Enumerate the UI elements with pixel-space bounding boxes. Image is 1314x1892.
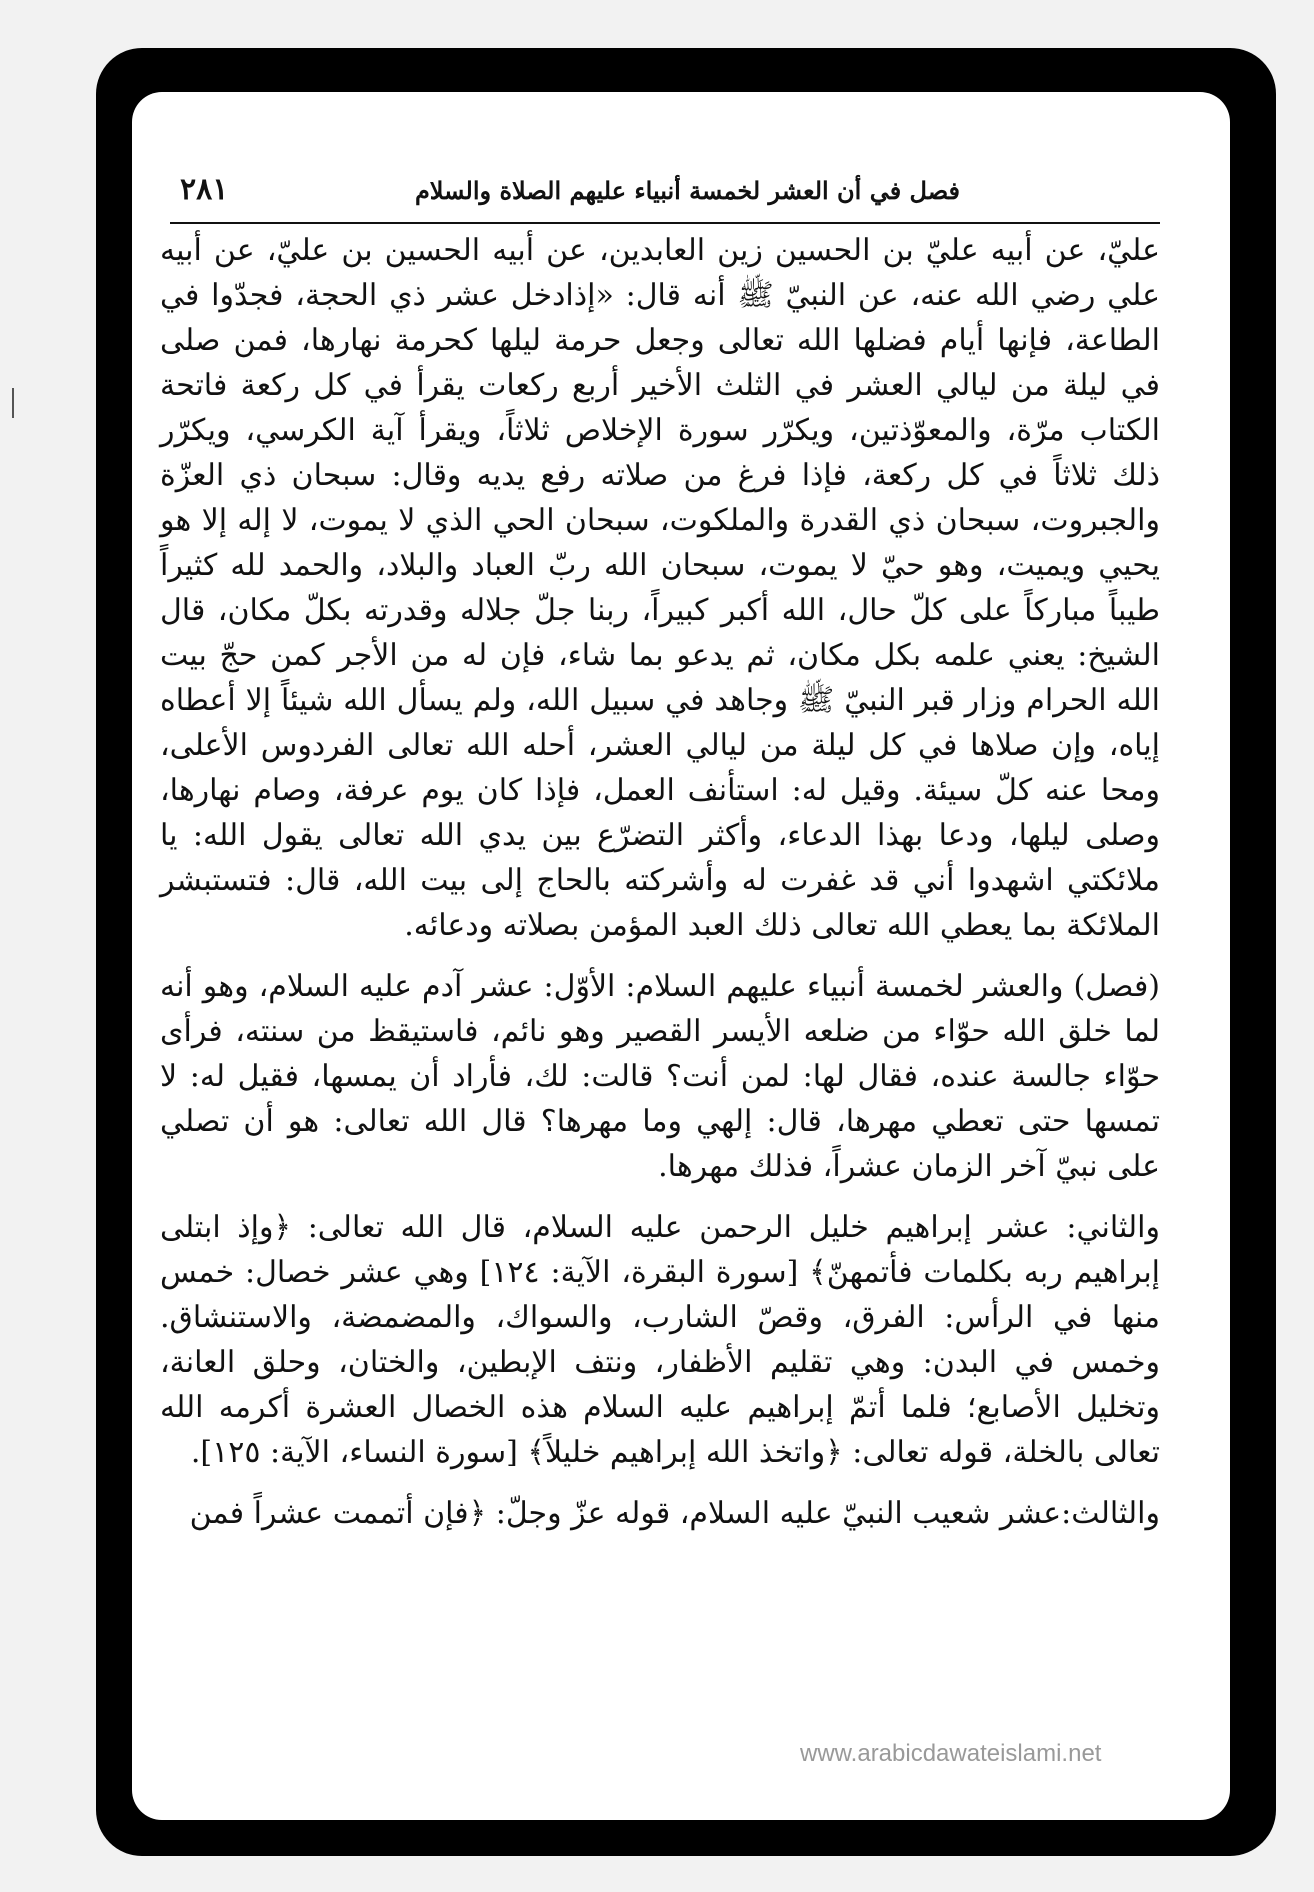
paragraph-4: والثالث:عشر شعيب النبيّ عليه السلام، قوله عزّ وجلّ: ﴿فإن أتممت عشراً فمن [189,1496,1160,1531]
paragraph-3: والثاني: عشر إبراهيم خليل الرحمن عليه السلام، قال الله تعالى: ﴿وإذ ابتلى إبراهيم ربه بكلمات فأتمهنّ﴾ [سورة البقرة، الآية: ١٢٤] وهي عشر خصال: خمس منها في الرأس: الفرق، وقصّ الشارب، والسواك، والمضمضة، والاستنشاق. وخمس في البدن: وهي تقليم الأظفار، ونتف الإبطين، والختان، وحلق العانة، وتخليل الأصابع؛ فلما أتمّ إبراهيم عليه السلام هذه الخصال العشرة أكرمه الله تعالى بالخلة، قوله تعالى: ﴿واتخذ الله إبراهيم خليلاً﴾ [سورة النساء، الآية: ١٢٥]. [160,1210,1160,1470]
running-title: فصل في أن العشر لخمسة أنبياء عليهم الصلاة والسلام [414,176,960,205]
scan-margin-mark [12,388,14,418]
watermark-url: www.arabicdawateislami.net [800,1740,1102,1767]
paragraph-1: عليّ، عن أبيه عليّ بن الحسين زين العابدين، عن أبيه الحسين بن عليّ، عن أبيه علي رضي الله عنه، عن النبيّ ﷺ أنه قال: «إذادخل عشر ذي الحجة، فجدّوا في الطاعة، فإنها أيام فضلها الله تعالى وجعل حرمة ليلها كحرمة نهارها، فمن صلى في ليلة من ليالي العشر في الثلث الأخير أربع ركعات يقرأ في كل ركعة فاتحة الكتاب مرّة، والمعوّذتين، ويكرّر سورة الإخلاص ثلاثاً، ويقرأ آية الكرسي، ويكرّر ذلك ثلاثاً في كل ركعة، فإذا فرغ من صلاته رفع يديه وقال: سبحان ذي العزّة والجبروت، سبحان ذي القدرة والملكوت، سبحان الحي الذي لا يموت، لا إله إلا هو يحيي ويميت، وهو حيّ لا يموت، سبحان الله ربّ العباد والبلاد، والحمد لله كثيراً طيباً مباركاً على كلّ حال، الله أكبر كبيراً، ربنا جلّ جلاله وقدرته بكلّ مكان، قال الشيخ: يعني علمه بكل مكان، ثم يدعو بما شاء، فإن له من الأجر كمن حجّ بيت الله الحرام وزار قبر النبيّ ﷺ وجاهد في سبيل الله، ولم يسأل الله شيئاً إلا أعطاه إياه، وإن صلاها في كل ليلة من ليالي العشر، أحله الله تعالى الفردوس الأعلى، ومحا عنه كلّ سيئة. وقيل له: استأنف العمل، فإذا كان يوم عرفة، وصام نهارها، وصلى ليلها، ودعا بهذا الدعاء، وأكثر التضرّع بين يدي الله تعالى يقول الله: يا ملائكتي اشهدوا أني قد غفرت له وأشركته بالحاج إلى بيت الله، قال: فتستبشر الملائكة بما يعطي الله تعالى ذلك العبد المؤمن بصلاته ودعائه. [160,233,1160,943]
body-text [160,228,1160,1536]
page-header [170,170,1160,224]
paragraph-2: (فصل) والعشر لخمسة أنبياء عليهم السلام: الأوّل: عشر آدم عليه السلام، وهو أنه لما خلق الله حوّاء من ضلعه الأيسر القصير وهو نائم، فاستيقظ من سنته، فرأى حوّاء جالسة عنده، فقال لها: لمن أنت؟ قالت: لك، فأراد أن يمسها، فقيل له: لا تمسها حتى تعطي مهرها، قال: إلهي وما مهرها؟ قال الله تعالى: هو أن تصلي على نبيّ آخر الزمان عشراً، فذلك مهرها. [160,969,1160,1184]
page-number: ٢٨١ [180,172,229,207]
